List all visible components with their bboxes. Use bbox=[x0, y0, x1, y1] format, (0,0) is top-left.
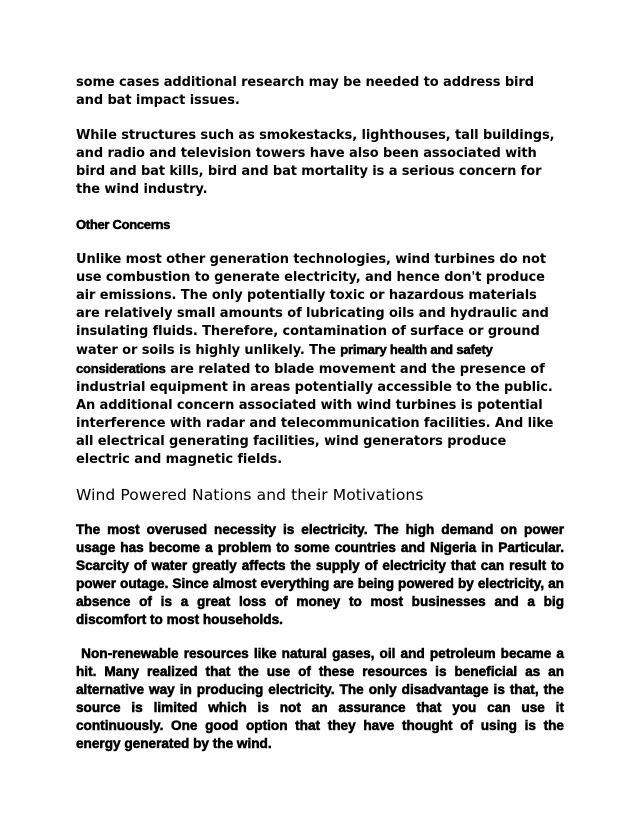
other-concerns-heading: Other Concerns bbox=[76, 217, 171, 232]
other-concerns-text-after: are related to blade movement and the presence of industrial equipment in areas potentially accessible to the public. An additional concern associated with wind turbines is potential interference with radar and telecommunication facilities. And like all electrical generating facilities, wind generators produce electric and magnetic fields. bbox=[76, 362, 554, 467]
paragraph-spacer bbox=[76, 629, 564, 645]
paragraph-spacer bbox=[76, 199, 564, 216]
other-concerns-paragraph bbox=[76, 251, 564, 469]
paragraph-spacer bbox=[76, 234, 564, 251]
paragraph-spacer bbox=[76, 505, 564, 521]
motivation-paragraph-2: Non-renewable resources like natural gases, oil and petroleum became a hit. Many realized that the use of these resources is beneficial as an alternative way in producing electricity. The only disadvantage is that, the source is limited which is not an assurance that you can use it continuously. One good option that they have thought of using is the energy generated by the wind. bbox=[76, 646, 568, 751]
document-page bbox=[76, 74, 568, 753]
paragraph-spacer bbox=[76, 110, 564, 127]
paragraph-spacer bbox=[76, 469, 564, 485]
other-concerns-text-before: Unlike most other generation technologies, wind turbines do not use combustion to generate electricity, and hence don't produce air emissions. The only potentially toxic or hazardous materials are relatively small amounts of lubricating oils and hydraulic and insulating fluids. Therefore, contamination of surface or ground water or soils is highly unlikely. The bbox=[76, 252, 549, 358]
structures-paragraph: While structures such as smokestacks, lighthouses, tall buildings, and radio and television towers have also been associated with bird and bat kills, bird and bat mortality is a serious concern for the wind industry. bbox=[76, 128, 555, 197]
primary-health-safety-emphasis: primary health and safety considerations bbox=[76, 342, 493, 376]
intro-paragraph: some cases additional research may be needed to address bird and bat impact issues. bbox=[76, 75, 534, 108]
section-heading: Wind Powered Nations and their Motivations bbox=[76, 486, 424, 504]
motivation-paragraph-1: The most overused necessity is electricity. The high demand on power usage has become a problem to some countries and Nigeria in Particular. Scarcity of water greatly affects the supply of electricity that can result to power outage. Since almost everything are being powered by electricity, an absence of is a great loss of money to most businesses and a big discomfort to most households. bbox=[76, 522, 564, 627]
